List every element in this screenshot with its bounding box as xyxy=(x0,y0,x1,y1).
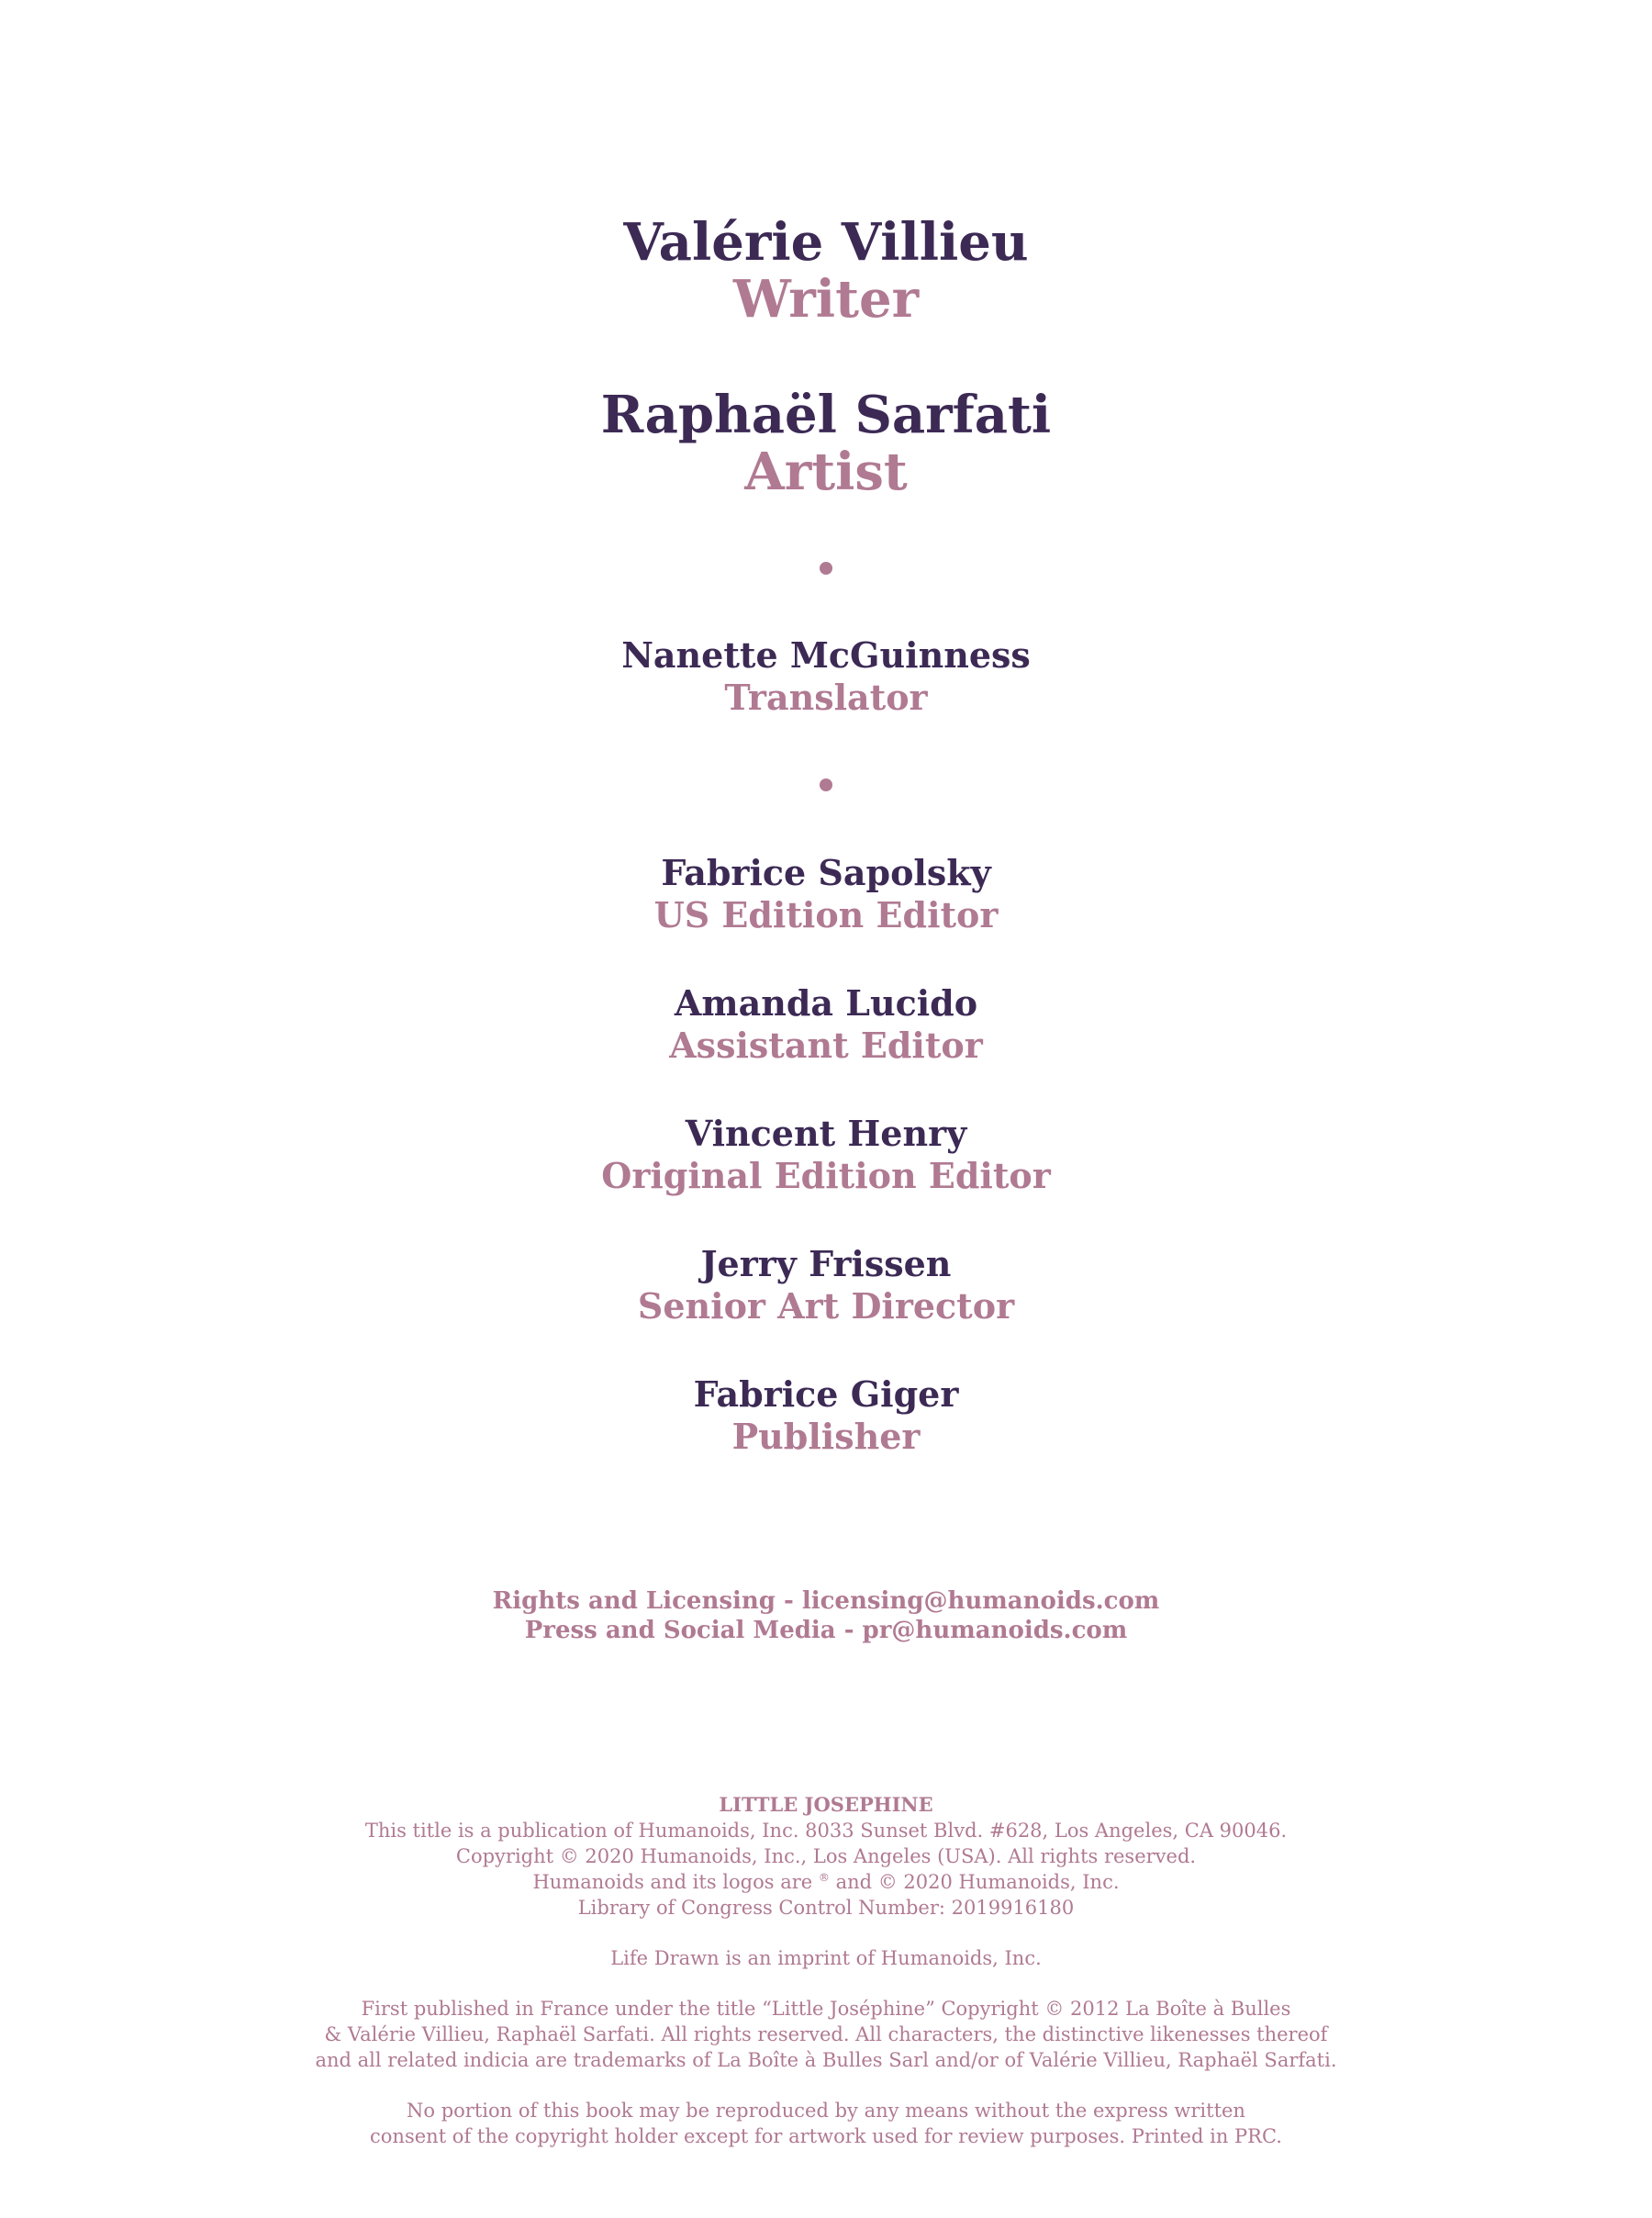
staff-role: Senior Art Director xyxy=(637,1285,1015,1327)
legal-logos-prefix: Humanoids and its logos are xyxy=(532,1871,813,1893)
staff-name: Fabrice Giger xyxy=(693,1373,959,1415)
staff-role: Assistant Editor xyxy=(669,1025,983,1066)
writer-name: Valérie Villieu xyxy=(623,212,1029,273)
separator-bullet-1 xyxy=(820,562,832,575)
staff-role: Publisher xyxy=(731,1416,921,1457)
legal-loc: Library of Congress Control Number: 2019916180 xyxy=(577,1897,1075,1919)
artist-name: Raphaël Sarfati xyxy=(600,385,1052,445)
legal-notice: consent of the copyright holder except for artwork used for review purposes. Printed in PRC. xyxy=(370,2125,1282,2147)
staff-name: Vincent Henry xyxy=(685,1113,967,1154)
legal-first-published: and all related indicia are trademarks of La Boîte à Bulles Sarl and/or of Valérie Villieu, Raphaël Sarfati. xyxy=(315,2049,1337,2071)
legal-logos xyxy=(0,1869,1652,1895)
legal-logos-suffix: and © 2020 Humanoids, Inc. xyxy=(835,1871,1120,1893)
press-contact: Press and Social Media - pr@humanoids.com xyxy=(524,1617,1128,1644)
translator-name: Nanette McGuinness xyxy=(621,634,1031,676)
separator-bullet-2 xyxy=(820,779,832,791)
staff-name: Fabrice Sapolsky xyxy=(661,852,991,893)
legal-copyright: Copyright © 2020 Humanoids, Inc., Los Angeles (USA). All rights reserved. xyxy=(455,1845,1197,1867)
legal-title: LITTLE JOSEPHINE xyxy=(719,1793,933,1816)
staff-name: Amanda Lucido xyxy=(674,982,978,1024)
writer-role: Writer xyxy=(732,269,920,330)
staff-name: Jerry Frissen xyxy=(700,1243,952,1284)
staff-role: US Edition Editor xyxy=(653,894,999,935)
legal-notice: No portion of this book may be reproduced by any means without the express written xyxy=(407,2100,1245,2122)
legal-publication: This title is a publication of Humanoids, Inc. 8033 Sunset Blvd. #628, Los Angeles, CA 90046. xyxy=(364,1820,1288,1842)
staff-role: Original Edition Editor xyxy=(601,1155,1051,1196)
rights-contact: Rights and Licensing - licensing@humanoids.com xyxy=(492,1587,1160,1615)
legal-first-published: First published in France under the title “Little Joséphine” Copyright © 2012 La Boîte à Bulles xyxy=(361,1998,1291,2020)
registered-mark: ® xyxy=(818,1871,830,1884)
translator-role: Translator xyxy=(724,677,928,718)
legal-first-published: & Valérie Villieu, Raphaël Sarfati. All rights reserved. All characters, the distinctive likenesses thereof xyxy=(324,2023,1328,2045)
artist-role: Artist xyxy=(744,442,908,502)
legal-imprint: Life Drawn is an imprint of Humanoids, Inc. xyxy=(610,1947,1042,1969)
